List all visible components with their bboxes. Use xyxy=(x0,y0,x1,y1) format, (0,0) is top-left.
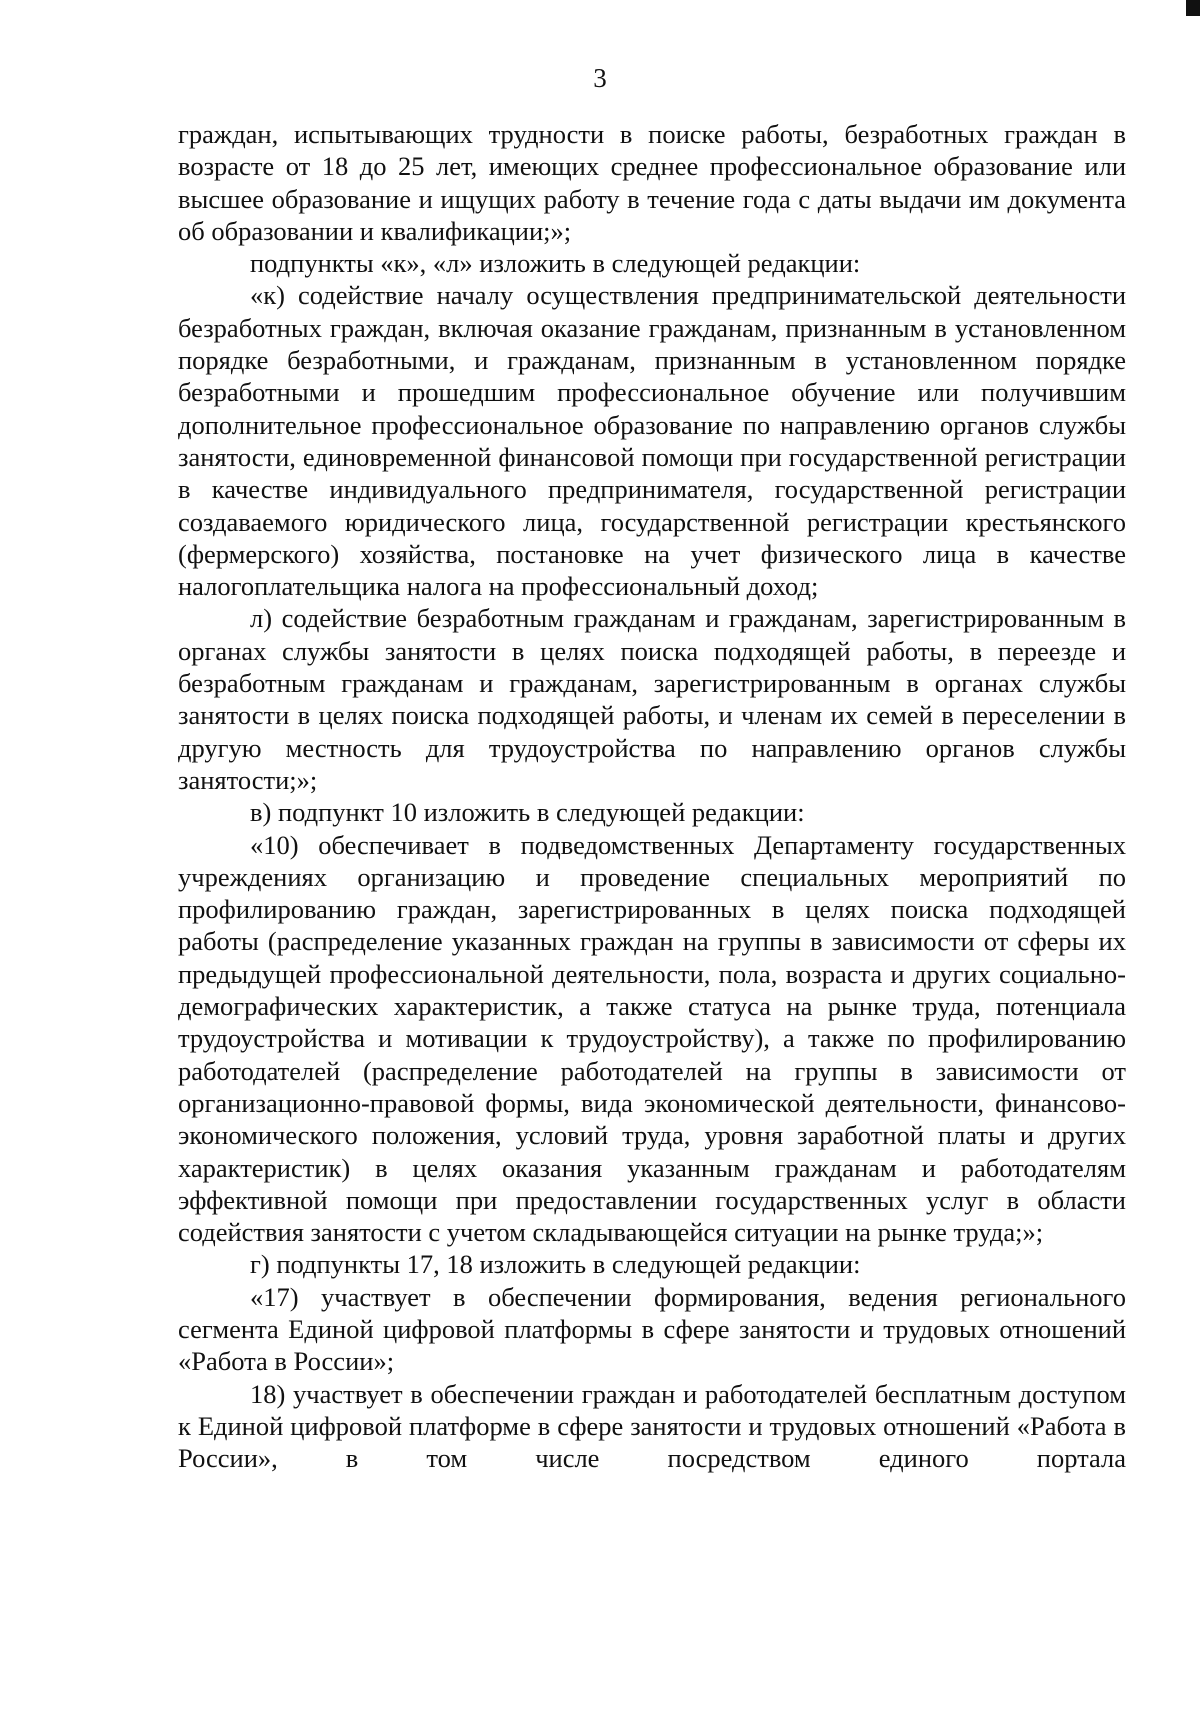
paragraph-subitem-10: «10) обеспечивает в подведомственных Департаменту государственных учреждениях организацию и проведение специальных мероприятий по профилированию граждан, зарегистрированных в целях поиска подходящей работы (распределение указанных граждан на группы в зависимости от сферы их предыдущей профессиональной деятельности, пола, возраста и других социально-демографических характеристик, а также статуса на рынке труда, потенциала трудоустройства и мотивации к трудоустройству), а также по профилированию работодателей (распределение работодателей на группы в зависимости от организационно-правовой формы, вида экономической деятельности, финансово-экономического положения, условий труда, уровня заработной платы и других характеристик) в целях оказания указанным гражданам и работодателям эффективной помощи при предоставлении государственных услуг в области содействия занятости с учетом складывающейся ситуации на рынке труда;»; xyxy=(178,829,1126,1248)
paragraph-subitems-k-l-heading: подпункты «к», «л» изложить в следующей редакции: xyxy=(250,248,861,279)
paragraph-subitem-k: «к) содействие началу осуществления предпринимательской деятельности безработных граждан, включая оказание гражданам, признанным в установленном порядке безработными, и гражданам, признанным в установленном порядке безработными и прошедшим профессиональное обучение или получившим дополнительное профессиональное образование по направлению органов службы занятости, единовременной финансовой помощи при государственной регистрации в качестве индивидуального предпринимателя, государственной регистрации создаваемого юридического лица, государственной регистрации крестьянского (фермерского) хозяйства, постановке на учет физического лица в качестве налогоплательщика налога на профессиональный доход; xyxy=(178,280,1126,602)
paragraph-item-g-heading: г) подпункты 17, 18 изложить в следующей редакции: xyxy=(250,1249,861,1280)
paragraph-subitem-17: «17) участвует в обеспечении формирования, ведения регионального сегмента Единой цифровой платформы в сфере занятости и трудовых отношений «Работа в России»; xyxy=(178,1281,1126,1377)
scan-corner-mark xyxy=(1186,0,1200,16)
paragraph-subitem-18: 18) участвует в обеспечении граждан и работодателей бесплатным доступом к Единой цифровой платформе в сфере занятости и трудовых отношений «Работа в России», в том числе посредством единого портала xyxy=(178,1378,1126,1474)
page-number: 3 xyxy=(593,63,607,93)
paragraph-subitem-l: л) содействие безработным гражданам и гражданам, зарегистрированным в органах службы занятости в целях поиска подходящей работы, в переезде и безработным гражданам и гражданам, зарегистрированным в органах службы занятости в целях поиска подходящей работы, и членам их семей в переселении в другую местность для трудоустройства по направлению органов службы занятости;»; xyxy=(178,603,1126,795)
paragraph-continuation: граждан, испытывающих трудности в поиске работы, безработных граждан в возрасте от 18 до 25 лет, имеющих среднее профессиональное образование или высшее образование и ищущих работу в течение года с даты выдачи им документа об образовании и квалификации;»; xyxy=(178,119,1126,246)
paragraph-item-v-heading: в) подпункт 10 изложить в следующей редакции: xyxy=(250,797,805,828)
document-body xyxy=(178,118,1126,1474)
